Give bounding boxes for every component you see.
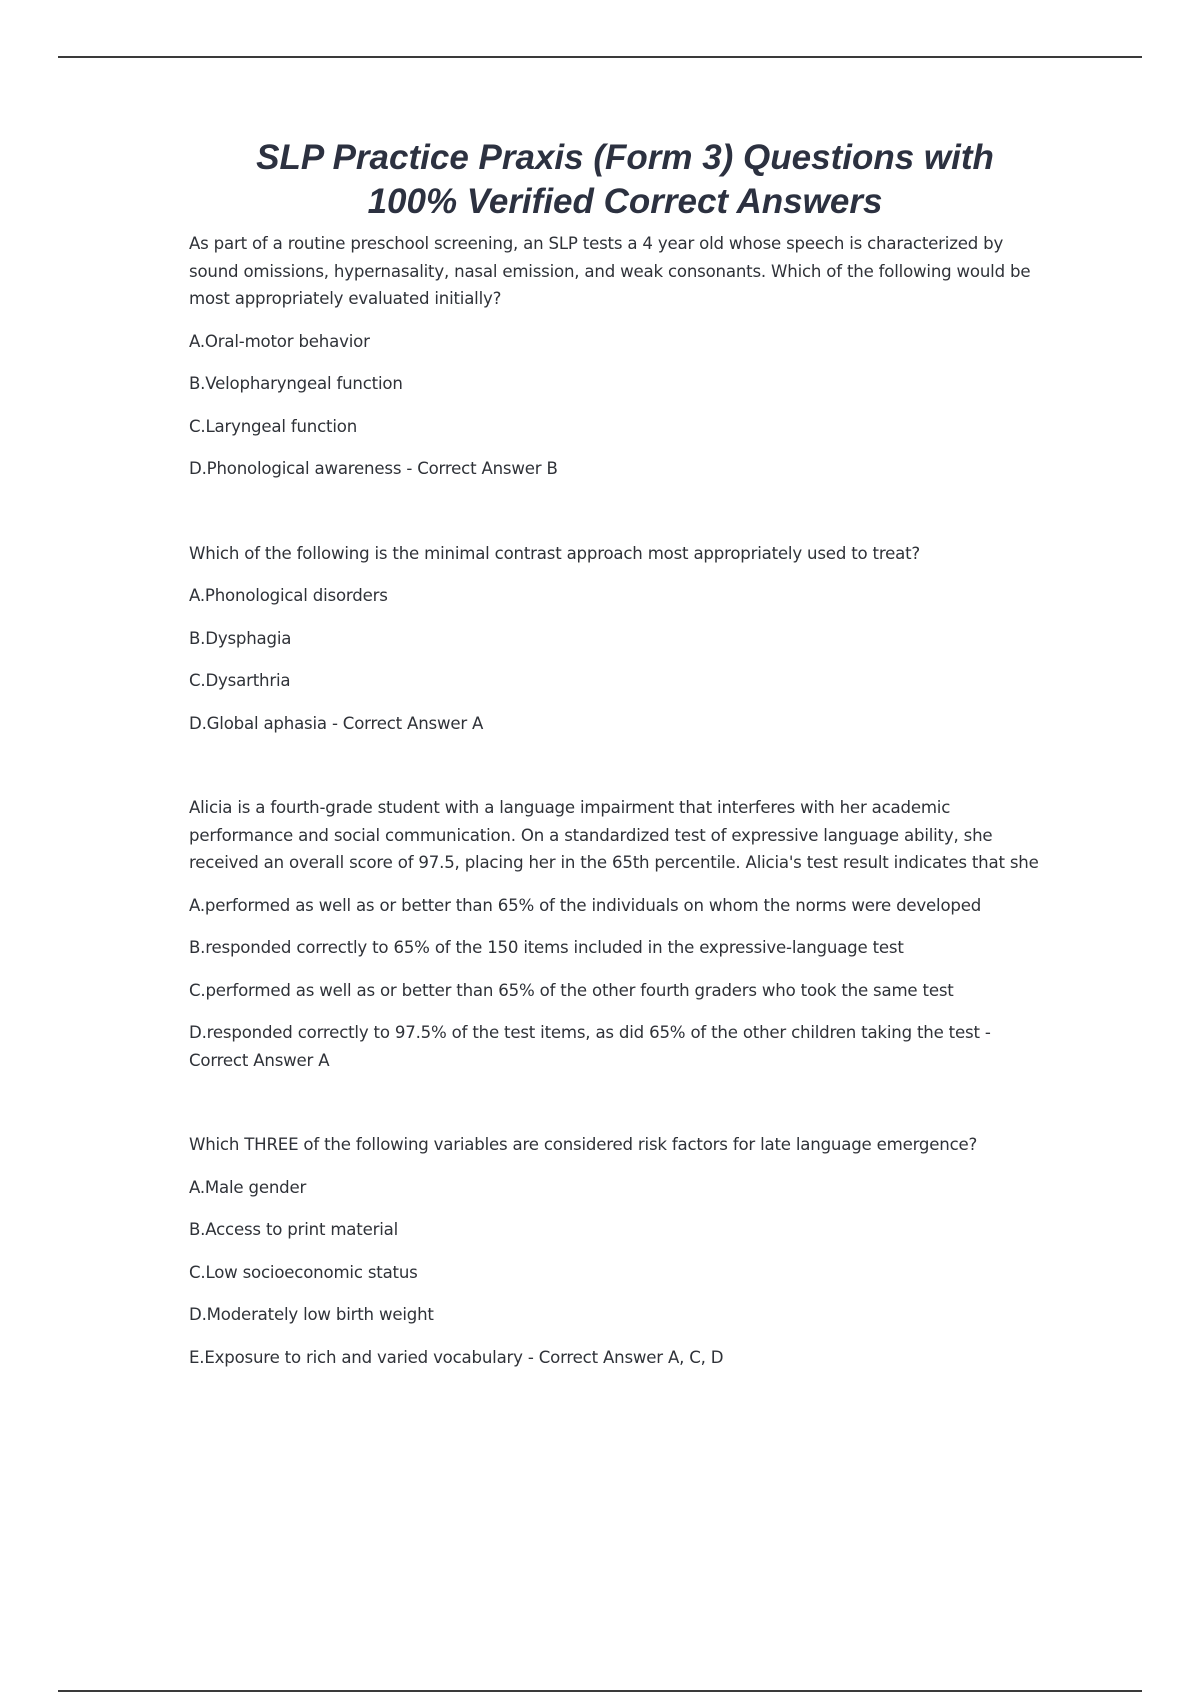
answer-option: C.Dysarthria (189, 671, 291, 690)
question-1 (189, 230, 1039, 483)
answer-option: C.Low socioeconomic status (189, 1262, 418, 1282)
answer-option-with-key: D.responded correctly to 97.5% of the test items, as did 65% of the other children taking the test - Correct Answer A (189, 1023, 991, 1070)
answer-option-with-key: D.Global aphasia - Correct Answer A (189, 713, 484, 733)
answer-option: C.Laryngeal function (189, 416, 358, 436)
answer-option: A.performed as well as or better than 65% of the individuals on whom the norms were developed (189, 895, 982, 915)
answer-option: B.Velopharyngeal function (189, 374, 403, 393)
answer-option-with-key: D.Phonological awareness - Correct Answer B (189, 459, 558, 478)
document-title: SLP Practice Praxis (Form 3) Questions with 100% Verified Correct Answers (256, 138, 994, 221)
answer-option: B.Access to print material (189, 1220, 398, 1239)
question-text: Which of the following is the minimal contrast approach most appropriately used to treat? (189, 543, 921, 563)
document-page (189, 136, 1039, 1371)
question-text: Alicia is a fourth-grade student with a language impairment that interferes with her academic performance and social communication. On a standardized test of expressive language ability, she received an overall score of 97.5, placing her in the 65th percentile. Alicia's test result indicates that she (189, 798, 1039, 872)
question-text: Which THREE of the following variables are considered risk factors for late language emergence? (189, 1135, 978, 1154)
top-divider (58, 56, 1142, 58)
answer-option: A.Oral-motor behavior (189, 331, 370, 351)
question-3 (189, 794, 1039, 1074)
answer-option: C.performed as well as or better than 65% of the other fourth graders who took the same test (189, 980, 954, 1000)
answer-option: A.Phonological disorders (189, 586, 388, 605)
answer-option: A.Male gender (189, 1177, 307, 1197)
bottom-divider (58, 1690, 1142, 1692)
answer-option: B.Dysphagia (189, 628, 292, 648)
answer-option: B.responded correctly to 65% of the 150 items included in the expressive-language test (189, 938, 904, 957)
question-2 (189, 540, 1039, 738)
question-4 (189, 1131, 1039, 1371)
answer-option-with-key: E.Exposure to rich and varied vocabulary - Correct Answer A, C, D (189, 1347, 724, 1367)
answer-option: D.Moderately low birth weight (189, 1305, 434, 1324)
question-text: As part of a routine preschool screening, an SLP tests a 4 year old whose speech is characterized by sound omissions, hypernasality, nasal emission, and weak consonants. Which of the following would be most appropriately evaluated initially? (189, 234, 1031, 308)
